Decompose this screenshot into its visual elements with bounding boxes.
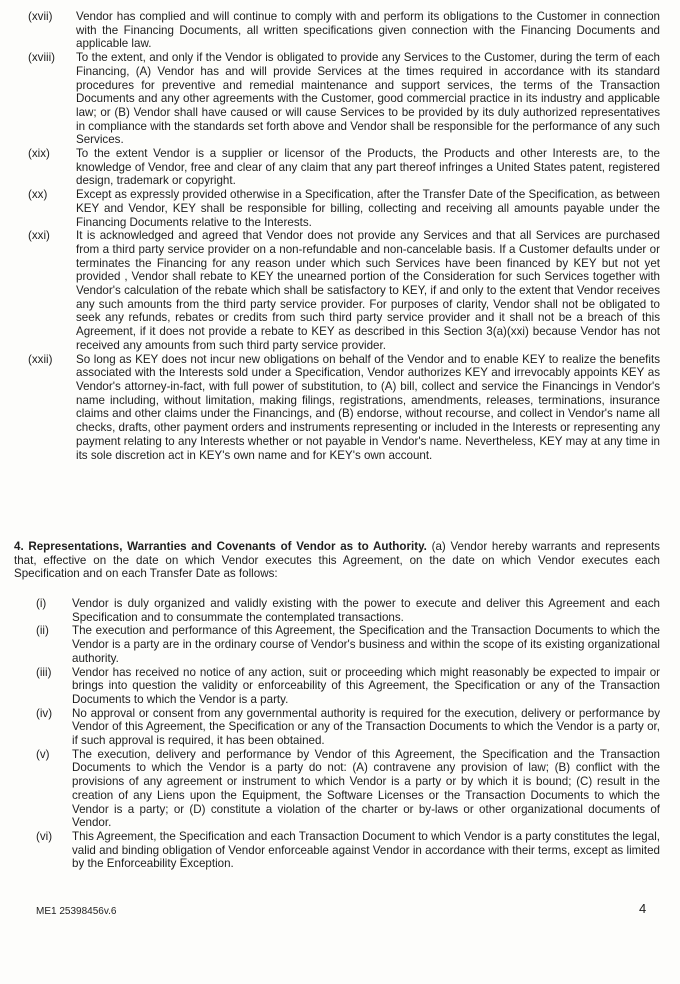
list-item <box>14 830 660 871</box>
item-number: (vi) <box>36 829 53 843</box>
item-number: (xxii) <box>28 352 53 366</box>
item-number: (xvii) <box>28 10 53 23</box>
item-number: (iii) <box>36 665 52 679</box>
section-4a-list <box>14 597 660 871</box>
list-item <box>14 229 660 352</box>
section-4-intro-text: (a) Vendor hereby warrants and represents that, effective on the date on which Vendor executes this Agreement, on the date on which Vendor executes each Specification and on each Transfer Date as follows: <box>14 540 660 581</box>
list-item <box>14 624 660 665</box>
item-number: (i) <box>36 597 47 610</box>
section-4-heading: 4. Representations, Warranties and Covenants of Vendor as to Authority. <box>14 540 427 553</box>
list-item <box>14 147 660 188</box>
section-3a-list-continued <box>14 10 660 462</box>
item-text: This Agreement, the Specification and each Transaction Document to which Vendor is a party constitutes the legal, valid and binding obligation of Vendor enforceable against Vendor in accordance with their terms, except as limited by the Enforceability Exception. <box>72 829 660 871</box>
list-item <box>14 707 660 748</box>
section-4-intro <box>14 540 660 581</box>
item-number: (xxi) <box>28 229 50 243</box>
page-number: 4 <box>639 901 647 916</box>
list-item <box>14 666 660 707</box>
item-text: To the extent, and only if the Vendor is obligated to provide any Services to the Customer, during the term of each Financing, (A) Vendor has and will provide Services at the times required in accordance with its standard procedures for preventive and remedial maintenance and support services, the terms of the Transaction Documents and any other agreements with the Customer, good commercial practice in its industry and applicable law; or (B) Vendor shall have caused or will cause Services to be provided by its duly authorized representatives in compliance with the standards set forth above and Vendor shall be responsible for the performance of any such Services. <box>76 51 660 147</box>
list-item <box>14 10 660 51</box>
item-text: Except as expressly provided otherwise in a Specification, after the Transfer Date of the Specification, as between KEY and Vendor, KEY shall be responsible for billing, collecting and receiving all amounts payable under the Financing Documents relative to the Interests. <box>76 188 660 229</box>
item-text: The execution, delivery and performance by Vendor of this Agreement, the Specification and the Transaction Documents to which the Vendor is a party do not: (A) contravene any provision of law; (B) conflict with the provisions of any agreement or instrument to which Vendor is a party or by which it is bound; (C) result in the creation of any Liens upon the Equipment, the Software Licenses or the Transaction Documents to which the Vendor is a party; or (D) constitute a violation of the charter or by-laws or other organizational documents of Vendor. <box>72 747 660 830</box>
list-item <box>14 353 660 463</box>
item-text: It is acknowledged and agreed that Vendor does not provide any Services and that all Services are purchased from a third party service provider on a non-refundable and non-cancelable basis. If a Customer defaults under or terminates the Financing for any reason under which such Services have been financed by KEY but not yet provided , Vendor shall rebate to KEY the unearned portion of the Consideration for such Services together with Vendor's calculation of the rebate which shall be satisfactory to KEY, if and only to the extent that Vendor receives any such amounts from the third party service provider. For purposes of clarity, Vendor shall not be obligated to seek any refunds, rebates or credits from such third party service provider and it shall not be a breach of this Agreement, if it does not provide a rebate to KEY as described in this Section 3(a)(xxi) because Vendor has not received any amounts from such third party service provider. <box>76 229 660 352</box>
item-number: (iv) <box>36 706 53 720</box>
item-number: (v) <box>36 747 50 761</box>
item-text: So long as KEY does not incur new obligations on behalf of the Vendor and to enable KEY to realize the benefits associated with the Interests sold under a Specification, Vendor authorizes KEY and irrevocably appoints KEY as Vendor's attorney-in-fact, with full power of substitution, to (A) bill, collect and service the Financings in Vendor's name including, without limitation, making filings, registrations, amendments, releases, terminations, insurance claims and other claims under the Financings, and (B) endorse, without recourse, and collect in Vendor's name all checks, drafts, other payment orders and instruments representing or included in the Interests or representing any payment relating to any Interests whether or not payable in Vendor's name. Nevertheless, KEY may at any time in its sole discretion act in KEY's own name and for KEY's own account. <box>76 352 660 462</box>
item-number: (xviii) <box>28 51 56 65</box>
item-text: Vendor has complied and will continue to comply with and perform its obligations to the Customer in connection with the Financing Documents, all written specifications given connection with the Financing Documents and applicable law. <box>76 10 660 51</box>
item-text: Vendor has received no notice of any action, suit or proceeding which might reasonably be expected to impair or brings into question the validity or enforceability of this Agreement, the Specification or any of the Transaction Documents to which the Vendor is a party. <box>72 665 660 706</box>
item-number: (ii) <box>36 624 49 638</box>
item-text: No approval or consent from any governmental authority is required for the execution, delivery or performance by Vendor of this Agreement, the Specification or any of the Transaction Documents to which the Vendor is a party or, if such approval is required, it has been obtained. <box>72 706 660 748</box>
document-id: ME1 25398456v.6 <box>36 906 117 917</box>
item-text: The execution and performance of this Agreement, the Specification and the Transaction Documents to which the Vendor is a party are in the ordinary course of Vendor's business and within the scope of its existing organizational authority. <box>72 624 660 665</box>
item-number: (xix) <box>28 147 50 161</box>
list-item <box>14 748 660 830</box>
list-item <box>14 597 660 624</box>
item-text: To the extent Vendor is a supplier or licensor of the Products, the Products and other Interests are, to the knowledge of Vendor, free and clear of any claim that any part thereof infringes a United States patent, registered design, trademark or copyright. <box>76 147 660 188</box>
list-item <box>14 188 660 229</box>
item-text: Vendor is duly organized and validly existing with the power to execute and deliver this Agreement and each Specification and to consummate the contemplated transactions. <box>72 597 660 624</box>
list-item <box>14 51 660 147</box>
item-number: (xx) <box>28 188 48 202</box>
